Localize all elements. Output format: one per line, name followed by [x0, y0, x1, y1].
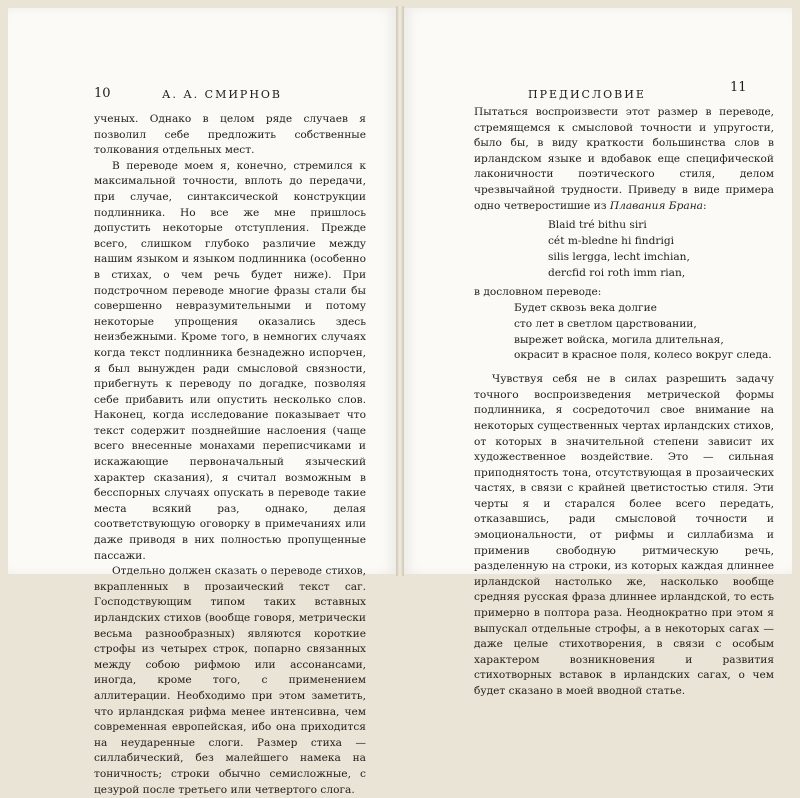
left-page-number: 10 — [94, 86, 111, 101]
irish-verse-line: silis lergga, lecht imchian, — [548, 250, 690, 263]
irish-verse-line: Blaid tré bithu siri — [548, 219, 647, 232]
right-running-head: ПРЕДИСЛОВИЕ — [528, 88, 646, 101]
left-paragraph-2: В переводе моем я, конечно, стремился к максимальной точности, вплоть до передачи, при случае, синтаксической конструкции подлинника. Но все же мне пришлось допустить некоторые отступления. Прежде всего, слишком глубоко различие между нашим языком и языком подлинника (особенно в стихах, о чем речь будет ниже). При подстрочном переводе многие фразы стали бы совершенно невразумительными и потому некоторые упрощения оказались здесь неизбежными. Кроме того, в немногих случаях когда текст подлинника безнадежно испорчен, я был вынужден ради смысловой связности, прибегнуть к переводу по догадке, позволяя себе прибавить или опустить несколько слов. Наконец, когда исследование показывает что текст содержит позднейшие наслоения (чаще всего внесенные монахами переписчиками и искажающие первоначальный языческий характер сказания), я считал возможным в бесспорных случаях опускать в переводе такие места всякий раз, однако, делая соответствующую оговорку в примечаниях или даже приводя в них полностью пропущенные пассажи. — [94, 159, 366, 562]
russian-verse-line: сто лет в светлом царствовании, — [514, 317, 697, 330]
left-paragraph-3: Отдельно должен сказать о переводе стихов, вкрапленных в прозаический текст саг. Господствующим типом таких вставных ирландских стихов (вообще говоря, метрически весьма разнообразных) являются короткие строфы из четырех строк, попарно связанных между собою рифмою или ассонансами, иногда, кроме того, с применением аллитерации. Необходимо при этом заметить, что ирландская рифма менее интенсивна, чем современная европейская, ибо она приходится на неударенные слоги. Размер стиха — силлабический, без малейшего намека на тоничность; строки обычно семисложные, с цезурой после третьего или четвертого слога. — [94, 565, 366, 796]
irish-verse — [548, 218, 774, 281]
right-page — [404, 8, 792, 697]
right-page-body — [474, 105, 774, 700]
irish-verse-line: dercfid roi roth imm rian, — [548, 266, 686, 279]
literal-translation-label: в дословном переводе: — [474, 286, 602, 299]
russian-verse — [514, 301, 774, 364]
right-intro-title: Плавания Брана — [609, 199, 703, 212]
right-page-number: 11 — [730, 80, 747, 95]
left-running-head: А. А. СМИРНОВ — [162, 88, 283, 101]
right-intro-end: : — [702, 199, 707, 212]
left-page-body — [94, 112, 366, 798]
right-intro-text: Пытаться воспроизвести этот размер в переводе, стремящемся к смысловой точности и упругости, было бы, в виду краткости большинства слов в ирландском языке и вдобавок еще специфической лаконичности поэтического стиля, делом чрезвычайной трудности. Приведу в виде примера одно четверостишие из — [474, 106, 774, 212]
russian-verse-line: вырежет войска, могила длительная, — [514, 333, 724, 346]
right-intro-paragraph — [474, 105, 774, 214]
irish-verse-line: cét m-bledne hi findrigi — [548, 234, 675, 247]
left-page — [8, 8, 396, 796]
right-paragraph-1: Чувствуя себя не в силах разрешить задачу точного воспроизведения метрической формы подлинника, я сосредоточил свое внимание на некоторых существенных чертах ирландских стихов, от которых в значительной степени зависит их художественное воздействие. Это — сильная приподнятость тона, отсутствующая в прозаических частях, в связи с крайней цветистостью стиля. Эти черты я и старался более всего передать, отказавшись, ради смысловой точности и эмоциональности, от рифмы и силлабизма и применив свободную ритмическую речь, разделенную на строки, из которых каждая длиннее ирландской настолько же, насколько вообще средняя русская фраза длиннее ирландской, то есть примерно в полтора раза. Неоднократно при этом я выпускал отдельные строфы, а в некоторых сагах — даже целые стихотворения, в связи с особым характером возникновения и развития стихотворных вставок в ирландских сагах, о чем будет сказано в моей вводной статье. — [474, 373, 774, 697]
book-gutter — [396, 6, 404, 576]
russian-verse-line: окрасит в красное поля, колесо вокруг следа. — [514, 349, 772, 362]
left-paragraph-1: ученых. Однако в целом ряде случаев я позволил себе предложить собственные толкования отдельных мест. — [94, 113, 366, 157]
russian-verse-line: Будет сквозь века долгие — [514, 301, 657, 314]
